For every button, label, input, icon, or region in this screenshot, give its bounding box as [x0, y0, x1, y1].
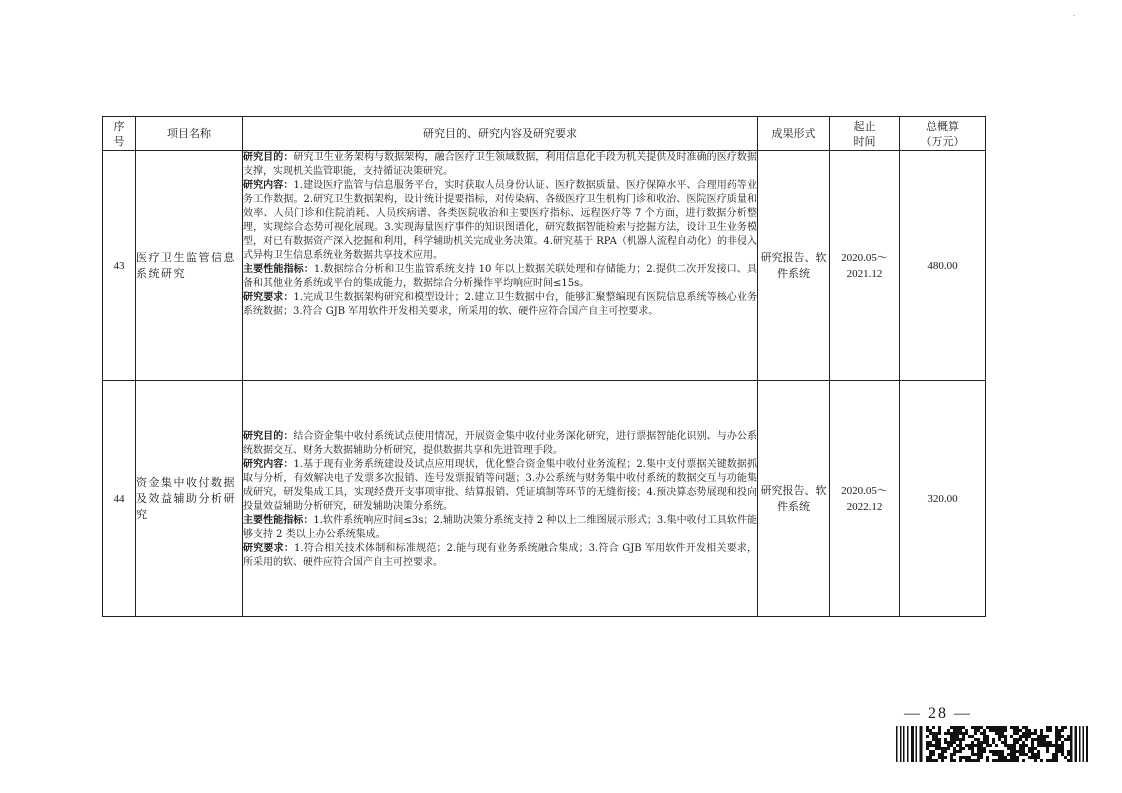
content-section: [243, 542, 757, 570]
section-label: 研究要求：: [243, 542, 295, 554]
row-seq: 43: [103, 151, 136, 381]
header-content: 研究目的、研究内容及研究要求: [243, 117, 758, 151]
table-header-row: [103, 117, 986, 151]
row-budget: 480.00: [900, 151, 986, 381]
row-budget: 320.00: [900, 381, 986, 617]
content-section: [243, 291, 757, 319]
section-label: 主要性能指标：: [243, 264, 314, 275]
section-label: 研究目的：: [243, 152, 294, 163]
section-label: 研究内容：: [243, 180, 294, 191]
row-period: 2020.05～2021.12: [830, 151, 900, 381]
section-text: 1.软件系统响应时间≤3s；2.辅助决策分系统支持 2 种以上二维图展示形式；3.集中收付工具软件能够支持 2 类以上办公系统集成。: [243, 514, 758, 540]
row-project-name: 资金集中收付数据及效益辅助分析研究: [136, 381, 243, 617]
row-content: [243, 151, 758, 381]
content-section: [243, 514, 757, 542]
section-label: 研究目的：: [243, 430, 294, 442]
header-seq: 序 号: [103, 117, 136, 151]
header-period: 起止 时间: [830, 117, 900, 151]
barcode-icon: [896, 726, 1088, 762]
section-text: 1.符合相关技术体制和标准规范；2.能与现有业务系统融合集成；3.符合 GJB 军用软件开发相关要求，所采用的软、硬件应符合国产自主可控要求。: [243, 542, 757, 568]
section-label: 主要性能指标：: [243, 514, 314, 526]
section-text: 研究卫生业务架构与数据架构，融合医疗卫生领域数据，利用信息化手段为机关提供及时准确的医疗数据支撑，实现机关监管职能，支持循证决策研究。: [243, 152, 758, 177]
table-row: [103, 151, 986, 381]
header-budget: 总概算 （万元）: [900, 117, 986, 151]
row-seq: 44: [103, 381, 136, 617]
content-section: [243, 179, 757, 263]
section-text: 结合资金集中收付系统试点使用情况，开展资金集中收付业务深化研究，进行票据智能化识别、与办公系统数据交互、财务大数据辅助分析研究，提供数据共享和先进管理手段。: [243, 430, 758, 456]
row-project-name: 医疗卫生监管信息系统研究: [136, 151, 243, 381]
table-row: [103, 381, 986, 617]
page-number: — 28 —: [904, 705, 972, 722]
content-section: [243, 458, 757, 514]
row-result: 研究报告、软件系统: [758, 381, 830, 617]
header-result: 成果形式: [758, 117, 830, 151]
content-section: [243, 151, 757, 179]
section-label: 研究要求：: [243, 292, 294, 303]
section-text: 1.完成卫生数据架构研究和模型设计；2.建立卫生数据中台，能够汇聚整编现有医院信息系统等核心业务系统数据；3.符合 GJB 军用软件开发相关要求，所采用的软、硬件应符合国产自主可控要求。: [243, 292, 758, 317]
row-result: 研究报告、软件系统: [758, 151, 830, 381]
section-label: 研究内容：: [243, 458, 294, 470]
row-content: [243, 381, 758, 617]
section-text: 1.数据综合分析和卫生监管系统支持 10 年以上数据关联处理和存储能力；2.提供二次开发接口、具备和其他业务系统或平台的集成能力，数据综合分析操作平均响应时间≤15s。: [243, 264, 758, 289]
content-section: [243, 263, 757, 291]
corner-mark: ·: [1073, 12, 1076, 20]
project-table: [102, 116, 986, 617]
row-period: 2020.05～2022.12: [830, 381, 900, 617]
header-name: 项目名称: [136, 117, 243, 151]
content-section: [243, 430, 757, 458]
section-text: 1.建设医疗监管与信息服务平台，实时获取人员身份认证、医疗数据质量、医疗保障水平、合理用药等业务工作数据。2.研究卫生数据架构，设计统计提要指标，对传染病、各级医疗卫生机构门诊和收治、医院医疗质量和效率、人员门诊和住院消耗、人员疾病谱、各类医院收治和主要医疗指标、远程医疗等 7 个方面，进行数据分析整理，实现综合态势可视化展现。3.实现海量医疗事件的知识图谱化，研究数据智能检索与挖掘方法，设计卫生业务模型，对已有数据资产深入挖掘和利用，科学辅助机关完成业务决策。4.研究基于 RPA（机器人流程自动化）的非侵入式异构卫生信息系统业务数据共享技术应用。: [243, 180, 758, 261]
section-text: 1.基于现有业务系统建设及试点应用现状，优化整合资金集中收付业务流程；2.集中支付票据关键数据抓取与分析，有效解决电子发票多次报销、连号发票报销等问题；3.办公系统与财务集中收付系统的数据交互与功能集成研究，研发集成工具，实现经费开支事项审批、结算报销、凭证填制等环节的无缝衔接；4.预决算态势展现和投向投量效益辅助分析研究，研发辅助决策分系统。: [243, 458, 758, 512]
